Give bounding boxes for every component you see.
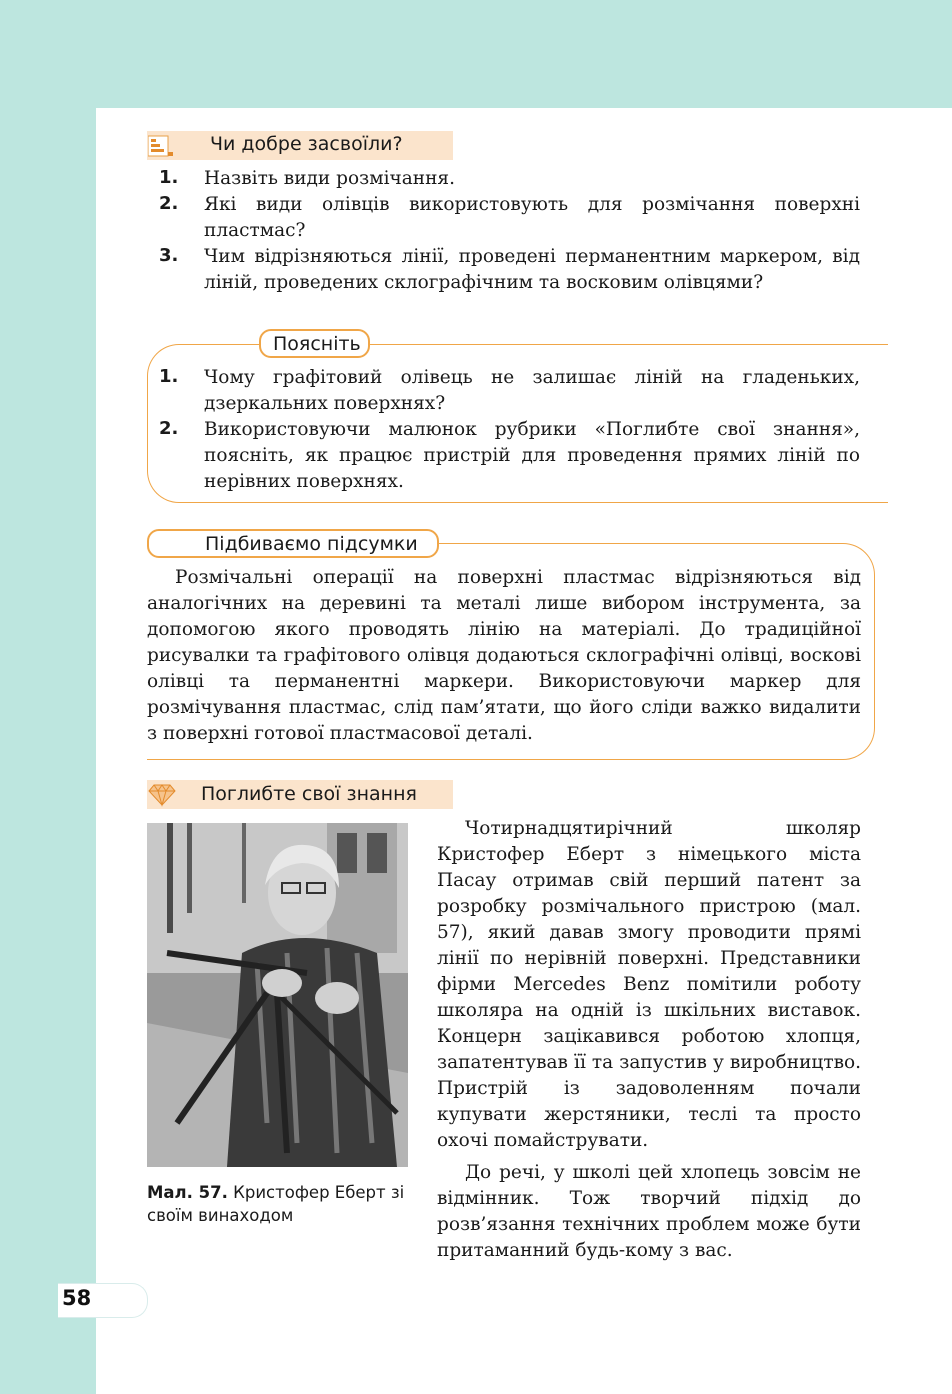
check-item-1-num: 1. — [159, 167, 179, 188]
check-item-3-text: Чим відрізняються лінії, проведені перманентним маркером, від ліній, проведених склографічним та восковим олівцями? — [204, 246, 860, 293]
check-item-2-text: Які види олівців використовують для розмічання поверхні пластмас? — [204, 194, 860, 241]
summary-text: Розмічальні операції на поверхні пластмас відрізняються від аналогічних на деревині та металі лише вибором інструмента, за допомогою якого проводять лінію на матеріалі. До традиційної рисувалки та графітового олівця додаються склографічні олівці, воскові олівці та перманентні маркери. Використовуючи маркер для розмічування пластмас, слід пам’ятати, що його сліди важко видалити з поверхні готової пластмасової деталі. — [147, 567, 861, 744]
explain-item-1-num: 1. — [159, 366, 179, 387]
section-deepen-title: Поглибте свої знання — [201, 783, 417, 805]
deepen-paragraph-1: Чотирнадцятирічний школяр Кристофер Еберт з німецького міста Пасау отримав свій перший патент за розробку розмічального пристрою (мал. 57), який давав змогу проводити прямі лінії по нерівній поверхні. Представники фірми Mercedes Benz помітили роботу школяра на одній із шкільних виставок. Концерн зацікавився роботою хлопця, запатентував її та запустив у виробництво. Пристрій із задоволенням почали купувати жерстяники, теслі та просто охочі помайструвати. — [437, 818, 861, 1151]
explain-item-1-text: Чому графітовий олівець не залишає ліній на гладеньких, дзеркальних поверхнях? — [204, 367, 860, 414]
section-check-title: Чи добре засвоїли? — [210, 133, 403, 155]
photo-caption-text: Кристофер Еберт зі своїм винаходом — [147, 1183, 405, 1225]
deepen-paragraph-2: До речі, у школі цей хлопець зовсім не відмінник. Тож творчий підхід до розв’язання технічних проблем може бути притаманний будь-кому з вас. — [437, 1162, 861, 1261]
check-item-1-text: Назвіть види розмічання. — [204, 168, 455, 189]
check-item-3-num: 3. — [159, 245, 179, 266]
explain-item-2-text: Використовуючи малюнок рубрики «Поглибте свої знання», поясніть, як працює пристрій для проведення прямих ліній по нерівних поверхнях. — [204, 419, 860, 492]
photo-christopher-ebert — [147, 823, 408, 1167]
page-number: 58 — [62, 1286, 92, 1310]
section-summary-title: Підбиваємо підсумки — [147, 529, 439, 558]
photo-caption-label: Мал. 57. — [147, 1183, 228, 1202]
checklist-icon — [148, 134, 174, 158]
section-explain-title: Поясніть — [259, 329, 370, 358]
check-item-2-num: 2. — [159, 193, 179, 214]
page-margin-left — [0, 0, 96, 1394]
explain-item-2-num: 2. — [159, 418, 179, 439]
diamond-icon — [148, 783, 176, 807]
page-margin-top — [0, 0, 952, 108]
photo-caption — [147, 1181, 407, 1227]
